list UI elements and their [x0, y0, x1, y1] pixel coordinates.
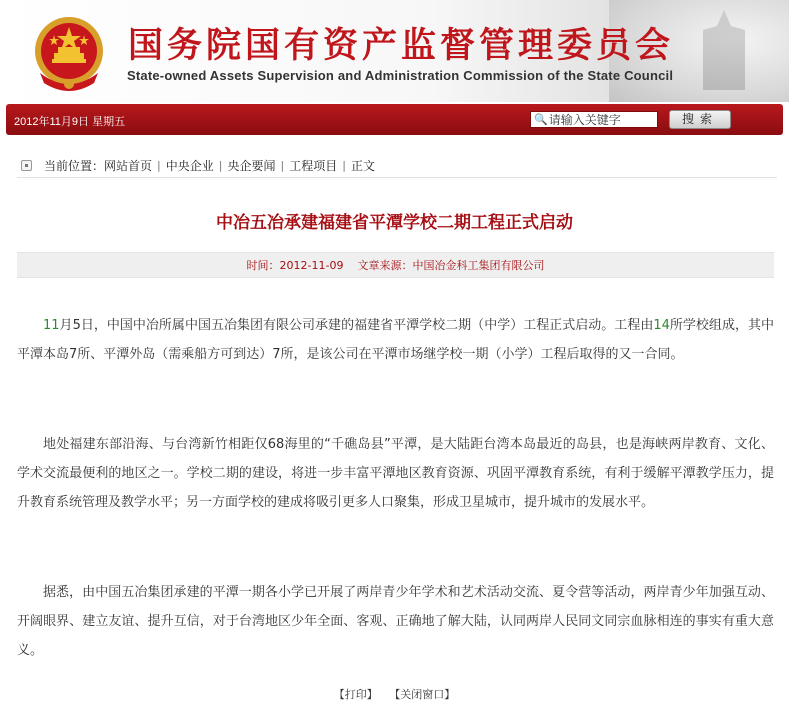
search-placeholder: 请输入关键字	[548, 113, 621, 127]
article-paragraph-1	[17, 311, 774, 369]
highlight-number: 11	[43, 318, 60, 333]
highlight-number: 14	[653, 318, 670, 333]
breadcrumb-projects[interactable]: 工程项目	[289, 159, 338, 173]
paragraph-text: 所学校组成，其中平潭本岛7所、平潭外岛（需乘船方可到达）7所，是该公司在平潭市场继学校一期（小学）工程后取得的又一合同。	[17, 318, 774, 362]
breadcrumb-central-enterprises[interactable]: 中央企业	[165, 159, 214, 173]
breadcrumb-separator: |	[342, 159, 346, 172]
current-date: 2012年11月9日 星期五	[14, 116, 126, 128]
national-emblem-icon	[30, 13, 108, 93]
print-link[interactable]: 【打印】	[333, 688, 378, 701]
article-footer-links	[0, 686, 789, 702]
search-button[interactable]: 搜索	[669, 110, 731, 129]
site-subtitle: State-owned Assets Supervision and Administration Commission of the State Council	[127, 68, 674, 83]
paragraph-text: 月5日，中国中冶所属中国五冶集团有限公司承建的福建省平潭学校二期（中学）工程正式启动。工程由	[59, 318, 654, 333]
breadcrumb-home[interactable]: 网站首页	[104, 159, 153, 173]
breadcrumb-separator: |	[218, 159, 223, 172]
article-paragraph-3: 据悉，由中国五冶集团承建的平潭一期各小学已开展了两岸青少年学术和艺术活动交流、夏令营等活动，两岸青少年加强互动、开阔眼界、建立友谊、提升互信，对于台湾地区少年全面、客观、正确地了解大陆，认同两岸人民同文同宗血脉相连的事实有重大意义。	[17, 585, 774, 658]
location-icon	[21, 160, 32, 171]
site-title: 国务院国有资产监督管理委员会	[128, 25, 675, 66]
site-header	[0, 0, 789, 102]
article-paragraph-2: 地处福建东部沿海、与台湾新竹相距仅68海里的“千礁岛县”平潭，是大陆距台湾本岛最近的岛县，也是海峡两岸教育、文化、学术交流最便利的地区之一。学校二期的建设，将进一步丰富平潭地区教育资源、巩固平潭教育系统，有利于缓解平潭教学压力，提升教育系统管理及教学水平；另一方面学校的建成将吸引更多人口聚集，形成卫星城市，提升城市的发展水平。	[17, 437, 774, 510]
article-title: 中冶五冶承建福建省平潭学校二期工程正式启动	[216, 213, 573, 233]
article-time: 时间：2012-11-09	[246, 259, 344, 272]
breadcrumb-enterprise-news[interactable]: 央企要闻	[227, 159, 276, 173]
close-window-link[interactable]: 【关闭窗口】	[389, 688, 456, 701]
breadcrumb-current: 正文	[350, 159, 375, 173]
breadcrumb-label: 当前位置：	[44, 159, 105, 173]
article-source: 文章来源：中国冶金科工集团有限公司	[357, 259, 545, 272]
search-icon: 🔍	[534, 113, 548, 126]
search-input[interactable]	[530, 111, 658, 128]
breadcrumb-separator: |	[157, 159, 161, 172]
building-silhouette	[689, 10, 759, 90]
breadcrumb	[17, 154, 777, 178]
top-toolbar	[6, 104, 783, 135]
breadcrumb-separator: |	[280, 159, 285, 172]
article-meta	[17, 252, 774, 278]
